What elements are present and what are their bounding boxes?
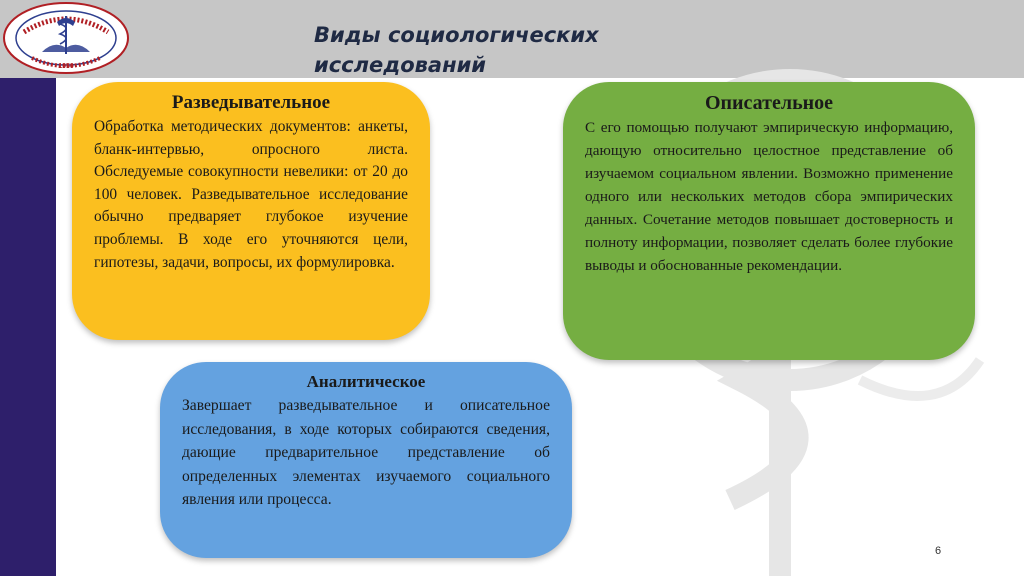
- descriptive-heading: Описательное: [704, 92, 834, 114]
- analytical-description: Завершает разведывательное и описательное исследования, в ходе которых собираются сведения, дающие предварительное представление об определенных элементах изучаемого социального явления или процесса.: [182, 397, 550, 508]
- slide-title: Виды социологических исследований: [314, 23, 599, 77]
- exploratory-description: Обработка методических документов: анкеты, бланк-интервью, опросного листа. Обследуемые совокупности невелики: от 20 до 100 человек. Разведывательное исследование обычно предваряет глубокое изучение проблемы. В ходе его уточняются цели, гипотезы, задачи, вопросы, их формулировка.: [94, 118, 408, 271]
- descriptive-research-card: [563, 82, 975, 360]
- analytical-research-card: [160, 362, 572, 558]
- logo-year: 1950: [58, 63, 74, 70]
- descriptive-description: С его помощью получают эмпирическую информацию, дающую относительно целостное представление об изучаемом социальном явлении. Возможно применение одного или нескольких методов сбора эмпирических данных. Сочетание методов повышает достоверность и полноту информации, позволяет сделать более глубокие выводы и обоснованные рекомендации.: [585, 119, 953, 274]
- university-logo: [2, 2, 130, 74]
- exploratory-research-card: [72, 82, 430, 340]
- page-number: 6: [935, 545, 942, 557]
- exploratory-heading: Разведывательное: [171, 92, 331, 113]
- left-accent-bar: [0, 78, 56, 576]
- analytical-heading: Аналитическое: [306, 372, 426, 391]
